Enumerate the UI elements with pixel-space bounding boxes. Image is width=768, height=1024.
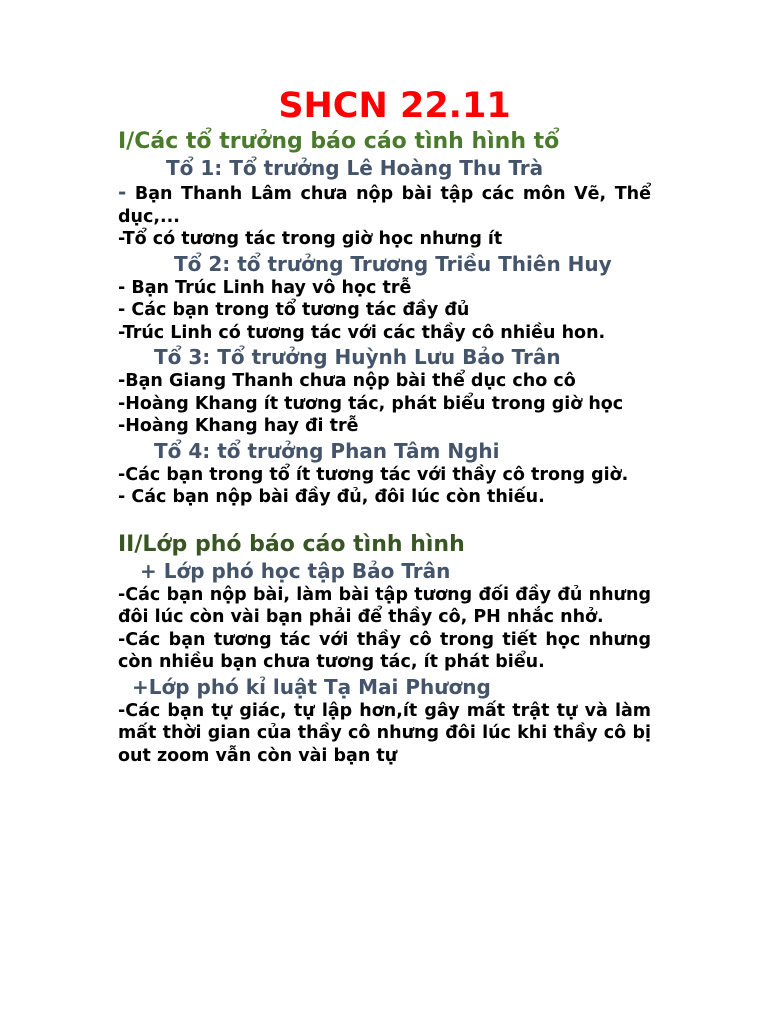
group-4-line-1: -Các bạn trong tổ ít tương tác với thầy cô trong giờ. bbox=[118, 464, 629, 485]
section-1-heading: I/Các tổ trưởng báo cáo tình hình tổ bbox=[118, 129, 560, 154]
group-1-line-2: -Tổ có tương tác trong giờ học nhưng ít bbox=[118, 229, 503, 249]
deputy-study-line-1: -Các bạn nộp bài, làm bài tập tương đối đầy đủ nhưng đôi lúc còn vài bạn phải để thầy cô, PH nhắc nhở. bbox=[118, 584, 651, 627]
group-4-line-2: - Các bạn nộp bài đầy đủ, đôi lúc còn thiếu. bbox=[118, 487, 545, 507]
deputy-study-line-2: -Các bạn tương tác với thầy cô trong tiết học nhưng còn nhiều bạn chưa tương tác, ít phát biểu. bbox=[118, 629, 651, 672]
group-2-line-1: - Bạn Trúc Linh hay vô học trễ bbox=[118, 277, 412, 298]
section-spacer bbox=[118, 509, 651, 531]
group-2-heading: Tổ 2: tổ trưởng Trương Triều Thiên Huy bbox=[174, 251, 612, 276]
document-title: SHCN 22.11 bbox=[278, 86, 511, 126]
group-1-heading: Tổ 1: Tổ trưởng Lê Hoàng Thu Trà bbox=[166, 156, 544, 180]
group-1-line-1 bbox=[118, 181, 651, 228]
bullet-dash: - bbox=[118, 180, 127, 204]
group-3-line-3: -Hoàng Khang hay đi trễ bbox=[118, 416, 359, 436]
group-4-heading: Tổ 4: tổ trưởng Phan Tâm Nghi bbox=[154, 438, 500, 463]
group-3-heading: Tổ 3: Tổ trưởng Huỳnh Lưu Bảo Trân bbox=[154, 345, 561, 369]
group-2-line-2: - Các bạn trong tổ tương tác đầy đủ bbox=[118, 300, 470, 320]
deputy-discipline-line-1: -Các bạn tự giác, tự lập hơn,ít gây mất trật tự và làm mất thời gian của thầy cô nhưng đôi lúc khi thầy cô bị out zoom vẫn còn vài bạn tự bbox=[118, 700, 651, 766]
group-1-line-1-text: Bạn Thanh Lâm chưa nộp bài tập các môn Vẽ, Thể dục,... bbox=[118, 184, 652, 227]
deputy-discipline-heading: +Lớp phó kỉ luật Tạ Mai Phương bbox=[132, 674, 491, 699]
document-page bbox=[118, 84, 651, 767]
section-2-heading: II/Lớp phó báo cáo tình hình bbox=[118, 531, 465, 557]
group-3-line-2: -Hoàng Khang ít tương tác, phát biểu trong giờ học bbox=[118, 393, 624, 414]
group-3-line-1: -Bạn Giang Thanh chưa nộp bài thể dục cho cô bbox=[118, 371, 576, 391]
group-2-line-3: -Trúc Linh có tương tác với các thầy cô nhiều hon. bbox=[118, 322, 606, 343]
deputy-study-heading: + Lớp phó học tập Bảo Trân bbox=[140, 558, 451, 583]
